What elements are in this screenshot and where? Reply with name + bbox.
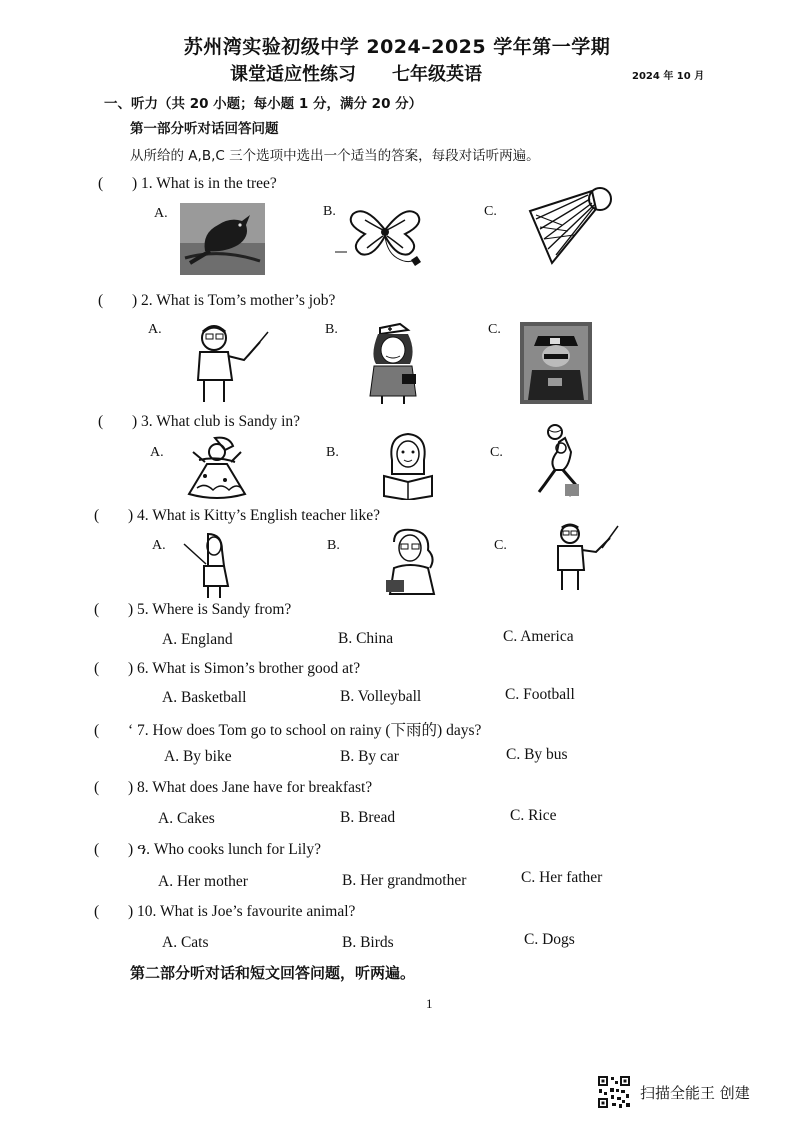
exam-subtitle-grade: 七年级英语 <box>392 64 482 85</box>
option-b: B. Bread <box>340 809 396 826</box>
question-7 <box>94 718 481 740</box>
exam-title-line1: 苏州湾实验初级中学 2024–2025 学年第一学期 <box>183 36 611 58</box>
option-a-label: A. <box>152 538 166 553</box>
option-a: A. Her mother <box>158 873 248 890</box>
question-2 <box>98 292 335 310</box>
option-b-label: B. <box>323 204 336 219</box>
dancer-icon <box>185 436 251 502</box>
teacher-man-pointer-icon <box>552 522 622 592</box>
question-8 <box>94 779 372 797</box>
option-c-label: C. <box>494 538 507 553</box>
question-6 <box>94 660 360 678</box>
answer-paren: ( <box>98 175 104 192</box>
part2-heading: 第二部分听对话和短文回答问题，听两遍。 <box>130 964 416 982</box>
option-b-label: B. <box>326 445 339 460</box>
shuttlecock-icon <box>522 185 614 267</box>
option-a-label: A. <box>150 445 164 460</box>
qr-code-icon <box>597 1075 631 1109</box>
answer-paren: ( <box>94 903 100 920</box>
option-b: B. By car <box>340 748 399 765</box>
question-text: ) 2. What is Tom’s mother’s job? <box>132 292 336 309</box>
question-1 <box>98 175 277 193</box>
question-10 <box>94 903 355 921</box>
option-c: C. Her father <box>521 869 603 886</box>
question-text: ) 6. What is Simon’s brother good at? <box>128 660 361 677</box>
teacher-man-icon <box>190 322 270 404</box>
option-b-label: B. <box>325 322 338 337</box>
option-c: C. By bus <box>506 746 568 763</box>
teacher-woman-long-hair-icon <box>182 530 242 600</box>
nurse-icon <box>360 320 430 406</box>
question-text: ) 3. What club is Sandy in? <box>132 413 301 430</box>
kite-icon <box>335 200 435 272</box>
scanner-watermark: 扫描全能王 创建 <box>640 1084 750 1102</box>
option-a: A. Basketball <box>162 689 247 706</box>
option-c: C. Dogs <box>524 931 575 948</box>
page-number: 1 <box>426 996 433 1011</box>
answer-paren: ( <box>94 601 100 618</box>
option-b: B. Birds <box>342 934 394 951</box>
exam-title-line2 <box>230 60 482 86</box>
question-4 <box>94 507 380 525</box>
question-text: ) ዓ. Who cooks lunch for Lily? <box>128 841 321 858</box>
question-text: ) 1. What is in the tree? <box>132 175 277 192</box>
teacher-woman-glasses-icon <box>380 528 442 598</box>
option-b: B. Her grandmother <box>342 872 467 889</box>
option-c: C. Football <box>505 686 575 703</box>
question-text: ) 5. Where is Sandy from? <box>128 601 292 618</box>
question-text: ) 10. What is Joe’s favourite animal? <box>128 903 356 920</box>
option-b: B. China <box>338 630 394 647</box>
option-c: C. Rice <box>510 807 557 824</box>
answer-paren: ( <box>94 722 100 739</box>
option-a-label: A. <box>154 206 168 221</box>
option-a: A. Cakes <box>158 810 215 827</box>
exam-subtitle-practice: 课堂适应性练习 <box>230 64 356 85</box>
answer-paren: ( <box>94 507 100 524</box>
option-b: B. Volleyball <box>340 688 422 705</box>
option-a: A. England <box>162 631 233 648</box>
answer-paren: ( <box>98 292 104 309</box>
option-c-label: C. <box>484 204 497 219</box>
answer-paren: ( <box>94 660 100 677</box>
option-a-label: A. <box>148 322 162 337</box>
reading-girl-icon <box>378 430 438 500</box>
option-b-label: B. <box>327 538 340 553</box>
police-officer-icon <box>520 322 592 404</box>
question-text: ‘ 7. How does Tom go to school on rainy (下雨的) days? <box>128 722 482 739</box>
bird-on-branch-icon <box>180 203 265 275</box>
question-text: ) 8. What does Jane have for breakfast? <box>128 779 373 796</box>
part1-instruction: 从所给的 A,B,C 三个选项中选出一个适当的答案，每段对话听两遍。 <box>130 148 540 164</box>
option-c: C. America <box>503 628 574 645</box>
option-c-label: C. <box>488 322 501 337</box>
section1-heading: 一、听力（共 20 小题；每小题 1 分，满分 20 分） <box>104 96 423 112</box>
answer-paren: ( <box>94 779 100 796</box>
answer-paren: ( <box>98 413 104 430</box>
question-9 <box>94 841 321 859</box>
question-3 <box>98 413 300 431</box>
option-a: A. Cats <box>162 934 209 951</box>
exam-date: 2024 年 10 月 <box>632 71 705 82</box>
question-text: ) 4. What is Kitty’s English teacher like? <box>128 507 380 524</box>
part1-heading: 第一部分听对话回答问题 <box>130 121 279 137</box>
question-5 <box>94 601 291 619</box>
option-c-label: C. <box>490 445 503 460</box>
volleyball-player-icon <box>535 422 587 500</box>
answer-paren: ( <box>94 841 100 858</box>
option-a: A. By bike <box>164 748 232 765</box>
